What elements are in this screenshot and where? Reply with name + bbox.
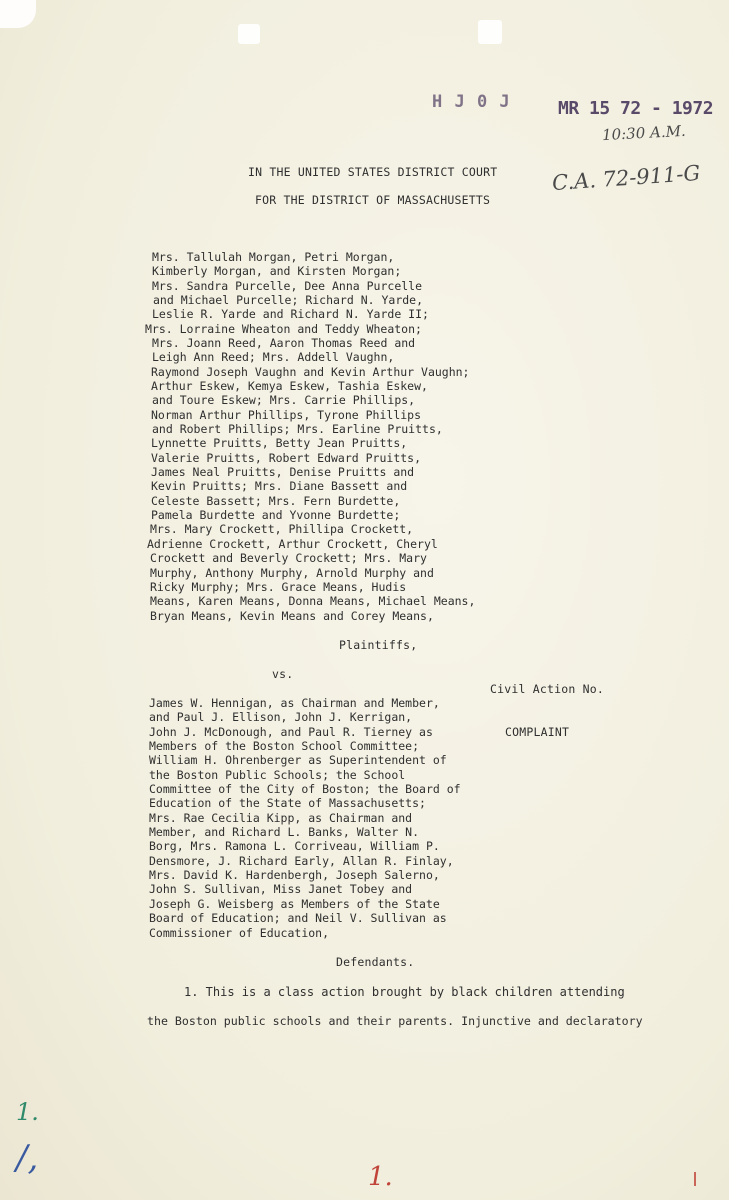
defendant-line: Member, and Richard L. Banks, Walter N. bbox=[149, 825, 420, 839]
plaintiff-line: Raymond Joseph Vaughn and Kevin Arthur Vaughn; bbox=[151, 365, 470, 379]
plaintiffs-label: Plaintiffs, bbox=[339, 638, 418, 652]
plaintiff-line: Kevin Pruitts; Mrs. Diane Bassett and bbox=[151, 479, 408, 493]
plaintiff-line: James Neal Pruitts, Denise Pruitts and bbox=[151, 465, 415, 479]
plaintiff-line: Ricky Murphy; Mrs. Grace Means, Hudis bbox=[150, 580, 407, 594]
defendant-line: James W. Hennigan, as Chairman and Member, bbox=[149, 696, 440, 710]
plaintiff-line: Bryan Means, Kevin Means and Corey Means, bbox=[150, 609, 434, 623]
punch-hole-right bbox=[478, 20, 502, 44]
defendant-line: Committee of the City of Boston; the Board of bbox=[149, 782, 461, 796]
plaintiff-line: Mrs. Mary Crockett, Phillipa Crockett, bbox=[150, 522, 414, 536]
red-edge-tick bbox=[694, 1172, 696, 1186]
received-stamp: H J 0 J bbox=[432, 92, 511, 112]
plaintiff-line: Norman Arthur Phillips, Tyrone Phillips bbox=[151, 408, 422, 422]
defendant-line: William H. Ohrenberger as Superintendent of bbox=[149, 753, 447, 767]
paragraph-1-line-2: the Boston public schools and their parents. Injunctive and declaratory bbox=[147, 1014, 643, 1028]
green-page-mark: 1. bbox=[16, 1098, 39, 1126]
plaintiff-line: Lynnette Pruitts, Betty Jean Pruitts, bbox=[151, 436, 408, 450]
plaintiff-line: Mrs. Sandra Purcelle, Dee Anna Purcelle bbox=[152, 279, 423, 293]
plaintiff-line: Leslie R. Yarde and Richard N. Yarde II; bbox=[152, 307, 429, 321]
plaintiff-line: Mrs. Tallulah Morgan, Petri Morgan, bbox=[152, 250, 395, 264]
blue-page-mark: /, bbox=[16, 1138, 39, 1178]
defendants-label: Defendants. bbox=[336, 955, 415, 969]
defendant-line: Mrs. Rae Cecilia Kipp, as Chairman and bbox=[149, 811, 413, 825]
plaintiff-line: Kimberly Morgan, and Kirsten Morgan; bbox=[152, 264, 402, 278]
court-name: IN THE UNITED STATES DISTRICT COURT bbox=[248, 165, 498, 179]
plaintiff-line: and Michael Purcelle; Richard N. Yarde, bbox=[153, 293, 424, 307]
plaintiff-line: Crockett and Beverly Crockett; Mrs. Mary bbox=[150, 551, 427, 565]
time-handwriting: 10:30 A.M. bbox=[601, 121, 687, 145]
defendant-line: Education of the State of Massachusetts; bbox=[149, 796, 426, 810]
paragraph-1-line-1: 1. This is a class action brought by black children attending bbox=[184, 985, 625, 999]
versus-label: vs. bbox=[272, 667, 294, 681]
court-district: FOR THE DISTRICT OF MASSACHUSETTS bbox=[255, 193, 491, 207]
defendant-line: Densmore, J. Richard Early, Allan R. Finlay, bbox=[149, 854, 454, 868]
civil-action-label: Civil Action No. bbox=[490, 682, 604, 696]
plaintiff-line: and Robert Phillips; Mrs. Earline Pruitts, bbox=[152, 422, 443, 436]
defendant-line: Joseph G. Weisberg as Members of the State bbox=[149, 897, 440, 911]
plaintiff-line: Celeste Bassett; Mrs. Fern Burdette, bbox=[151, 494, 401, 508]
plaintiff-line: Pamela Burdette and Yvonne Burdette; bbox=[151, 508, 401, 522]
plaintiff-line: Means, Karen Means, Donna Means, Michael Means, bbox=[150, 594, 476, 608]
plaintiff-line: Leigh Ann Reed; Mrs. Addell Vaughn, bbox=[152, 350, 395, 364]
punch-hole-left bbox=[238, 24, 260, 44]
plaintiff-line: Valerie Pruitts, Robert Edward Pruitts, bbox=[151, 451, 422, 465]
defendant-line: John J. McDonough, and Paul R. Tierney as bbox=[149, 725, 433, 739]
defendant-line: Board of Education; and Neil V. Sullivan as bbox=[149, 911, 447, 925]
case-number-handwriting: C.A. 72-911-G bbox=[551, 160, 701, 196]
plaintiff-line: and Toure Eskew; Mrs. Carrie Phillips, bbox=[152, 393, 416, 407]
date-stamp: MR 15 72 - 1972 bbox=[558, 98, 714, 119]
defendant-line: and Paul J. Ellison, John J. Kerrigan, bbox=[149, 710, 413, 724]
plaintiff-line: Mrs. Lorraine Wheaton and Teddy Wheaton; bbox=[145, 322, 422, 336]
plaintiff-line: Adrienne Crockett, Arthur Crockett, Cheryl bbox=[147, 537, 438, 551]
plaintiff-line: Arthur Eskew, Kemya Eskew, Tashia Eskew, bbox=[151, 379, 428, 393]
corner-tear bbox=[0, 0, 36, 28]
red-page-mark: 1. bbox=[368, 1162, 393, 1192]
defendant-line: the Boston Public Schools; the School bbox=[149, 768, 406, 782]
plaintiff-line: Mrs. Joann Reed, Aaron Thomas Reed and bbox=[152, 336, 416, 350]
defendant-line: Mrs. David K. Hardenbergh, Joseph Salerno, bbox=[149, 868, 440, 882]
defendant-line: John S. Sullivan, Miss Janet Tobey and bbox=[149, 882, 413, 896]
plaintiff-line: Murphy, Anthony Murphy, Arnold Murphy and bbox=[150, 566, 434, 580]
complaint-title: COMPLAINT bbox=[505, 725, 570, 739]
defendant-line: Borg, Mrs. Ramona L. Corriveau, William P. bbox=[149, 839, 440, 853]
defendant-line: Commissioner of Education, bbox=[149, 926, 330, 940]
defendant-line: Members of the Boston School Committee; bbox=[149, 739, 420, 753]
